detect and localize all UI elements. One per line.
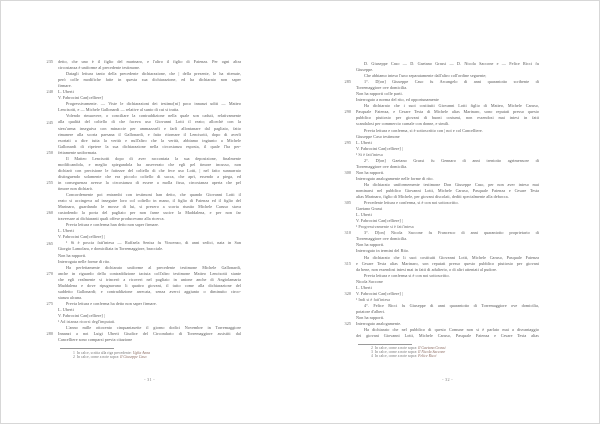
text-line: Previa lettura e conferma ha detto non saper firmare. [66,300,157,306]
text-line: Non ha rapporti. [356,169,385,175]
text-line: ¹ Progressivamente si è fatt'intesa [356,224,414,230]
text-line: detto, che uno è il figlio del marinaro, e l'altro il figlio di Faienza. Per ogni altra [58,59,241,64]
text-line: Ha dichiarato che i suoi costituiti Giovanni Lotti figlio di Matteo, Michele Caruso, [364,103,539,109]
text-line: Il Matteo Lencisotti dopo di aver raccontata la sua deposizione, finalmente [66,155,241,161]
line-number: 300 [344,169,351,175]
footnote [356,354,539,358]
line-number: 290 [344,109,351,115]
text-line: modificandola, e meglio spiegandola ha asseverato che egli pel timore incusso, non [58,161,241,167]
text-line: Interrogato a norma del rito, ed opportunamente [356,97,439,103]
footnote-text: In calce, come a note sopra: [74,355,121,360]
text-line: traversare ai dichiaranti quali offese producevano alla ricerca. [58,216,165,222]
text-line: 2°. D[on] Gaetano Grassi fu Gennaro di anni trentotto agrimensore di [364,157,539,163]
footnote-rule [358,344,412,345]
text-line: esortati a dire tutta la verità e null'altro che la verità, abbiamo ingiunto a Michele [58,137,241,143]
line-numbers-right [337,61,351,361]
text-line: Lencisotti, e — Michele Gallonardi — relative al sunto di cui si tratta. [58,107,180,113]
text-line: Torremaggiore ove domicilia. [356,236,408,242]
footnote-name: Uglia Anna [132,351,151,355]
text-line: rimanere alla scorta paesana il Gallonardi, e fatto ritornare il Lencisotti, dopo di averli [58,131,241,137]
footnote-text: In calce, come a note sopra: [372,350,419,355]
text-line: però colle modifiche fatte in questa sua dichiarazione, ed ha dichiarato non saper [58,77,241,83]
text-line: reato si accingeva ad inseguire loro col coltello in mano, il figlio di Faienza ed il figlio del [58,198,241,204]
text-line: L'anno mille ottocento cinquantasette il giorno dodici Novembre in Torremaggiore [66,325,241,331]
footnote-name: Il Gaetano Grassi [418,346,446,350]
footnote-text: In calce, scritta alla riga precedente: [74,351,133,355]
text-line: Torremaggiore ove domicilia. [356,85,408,91]
line-number: 325 [344,321,351,327]
line-number: 310 [344,230,351,236]
line-number: 260 [46,210,53,216]
line-number: 235 [46,59,53,64]
text-line: 4°. Felice Ricci fu Giuseppe di anni quarantotto di Torremaggiore ove domicilia, [364,302,539,308]
text-line: V. Fabrocini Can[celliere] | [58,312,105,318]
text-line: alla qualità del coltello di che faceva uso Giovanni Lotti il reato; allorchè con la [58,119,241,125]
text-line: V. Fabrocini Can[celliere] | [356,218,403,224]
footnote-text: In calce, come a note sopra: [372,354,419,359]
text-line: Che abbiamo inteso l'uno separatamente dall'altro coll'ordine seguente; [364,73,487,79]
text-line: Precedente lettura e conferma, si è con noi sottoscritto. [364,200,459,206]
line-number: 250 [46,149,53,155]
text-line: L. Uberti [58,89,74,95]
line-number: 255 [46,180,53,185]
text-line: Previa lettura e conferma han detto non saper firmare. [66,222,160,228]
text-line: V. Fabrocini Can[celliere] [58,95,103,101]
text-line: ¹ Indi si è fatt'intesa [356,296,391,302]
text-line: Ha perfettamente dichiarato uniforme al precedente testimone Michele Gallonardi, [66,264,241,270]
text-line: alias Marinaro, figlio di Michele, per giovani discolati, dediti specialmente alla debocca. [356,194,509,200]
text-line: 1°. D[on] Giuseppe Caso fu Arcangelo di anni quarantotto scribente di [364,79,539,85]
text-line: Non ha rapporti colle parti. [356,91,403,97]
text-line: Previa lettura e conferma, si è sottoscritto con | noi e col Cancelliere. [364,127,483,133]
text-line: dei giovani Giovanni Lotti, Michele Caruso, Pasquale Faienza e Cesare Testa alias [356,333,539,339]
text-line: Interrogato analogamente. [356,321,402,327]
text-line: ¹ Si è fatt'intesa [356,151,383,157]
text-line: in conseguenza avesse la circostanza di essere a molla fissa, circostanza aperta che pel [58,179,241,185]
text-line: L. Uberti [356,212,372,218]
text-line: Gallonardi di ripetere la sua dichiarazione nella circostanza esposta, il quale l'ha per- [58,143,241,149]
footnotes-left [58,351,241,359]
text-line: Interrogato in termini del Rito. [356,248,410,254]
page-number-left: - 31 - [144,377,155,382]
text-line: Interrogata nelle forme di rito. [58,258,111,264]
text-line: fettamente uniformata. [58,149,98,155]
text-line: Giuseppe Caso testimone [356,133,400,139]
text-line: circostanza è uniforme al precedente testimone. [58,65,141,71]
line-number: 280 [46,331,53,337]
text-line: scandalosi per commercio carnale con donne, e simili. [356,121,450,127]
text-line: Cancelliere sono comparsi previa citazione [58,337,133,343]
page-text-right [356,61,539,339]
text-line: Progressivamente. — Viste le dichiarazioni dei testimo[ni] poco innanzi uditi — Matteo [66,101,241,107]
text-line: Interrogato analogamente nelle forme di rito. [356,175,434,181]
footnote-number: 2 [73,355,75,360]
footnote-name: Il Nicola Saccone [418,350,446,355]
line-number: 315 [344,260,351,266]
text-line: suddetto Gallonardi; e contraddizione arrecata, senza averci aggiunto o diminuito circo- [58,288,241,294]
text-line: Ha dichiarato uniformemente testimone Don Giuseppe Caso, per non aver inteso mai [364,181,539,187]
footnote-number: 4 [371,354,373,359]
text-line: Ha dichiarato che li suoi costituiti Giovanni Lotti, Michele Caruso, Pasquale Faienza [364,254,539,260]
line-number: 285 [344,79,351,85]
text-line: timore non dichiarò. [58,185,94,191]
text-line: ¹ Si è poscia fatt'intesa — Raffaela Senisa fu Vincenzo, di anni sedici, nata in San [66,240,241,246]
text-line: Marinaro, guardando le mosse di lui, si presero a scorta riunito Michele Caruso stava [58,204,241,210]
footnote [58,355,241,359]
footnote-number: 2 [371,346,373,350]
footnote-name: Il Giuseppe Caso [120,355,147,360]
text-line: custodendo la porta del pagliaio per non farne uscire la Maddalena, e per non far [58,210,241,216]
text-line: L. Uberti [356,139,372,145]
line-number: 295 [344,139,351,145]
text-line: Torremaggiore ove domicilia. [356,163,408,169]
text-line: L. Uberti [58,228,74,234]
text-line: Non ha rapporti. [58,252,87,258]
line-number: 320 [344,290,351,296]
page-left [39,59,241,399]
line-number: 305 [344,200,351,206]
text-line: da bene, non essendosi intesi mai in fatti di adulterio, o di altri attentati al pudore. [356,266,498,272]
text-line: Pasquale Faienza, e Cesare Testa di Michele alias Marinaro, sono reputati presso questo [356,109,539,115]
text-line: Volendo rimuovere, o conciliare la contraddizione nella quale son caduti, relativamente [66,113,241,119]
page-right [337,61,541,399]
text-line: ¹ Ad istanza ricorsi degl'imputati. [58,319,116,325]
text-line: e Cesare Testa alias Marinaro, son reputati presso questo pubblico piuttosto per giovani [356,260,539,266]
line-number: 245 [46,119,53,125]
text-line: L. Uberti [356,284,372,290]
text-line: D. Giuseppe Caso — D. Gaetano Grassi — D. Nicola Saccone e — Felice Ricci fu [364,61,539,66]
footnote-number: 1 [73,351,75,355]
text-line: firmare. [58,83,72,89]
line-number: 275 [46,301,53,306]
text-line: potatore d'alberi. [356,308,386,314]
text-line: Nicola Saccone [356,278,383,284]
page-number-right: - 32 - [442,377,453,382]
line-number: 240 [46,89,53,95]
text-line: L. Uberti [58,306,74,312]
footnotes-right [356,346,539,359]
text-line: anche in riguardo della contraddizione taciuta coll'altro testimone Matteo Lencisotti stante [58,270,241,276]
text-line: stess'arma inseguiva con minaccie per ammazzarli e farli allontanare dal pagliaio, fatto [58,125,241,131]
text-line: Gaetano Grassi [356,206,383,212]
text-line: stanza alcuna. [58,294,83,300]
text-line: pubblico piuttosto per giovani di buoni costumi, non essendosi mai intesi in fatti [356,115,539,121]
text-line: nominarsi nel pubblico Giovanni Lotti, Michele Caruso, Pasquale Faienza e Cesare Testa [356,187,539,193]
text-line: Giuseppe. [356,67,374,73]
footnote-rule [60,348,114,349]
text-line: dichiarò con precisione le fattezze del coltello di che fece uso Lotti, | nel fatto sunnarrato [58,167,241,173]
text-line: Datagli lettura tanto della precedente dichiarazione, che | della presente, le ha ritenute, [66,71,241,77]
text-line: distinguendo solamente che era piccolo coltello di sacca, che aprì, essendo a piega, ed [58,173,241,179]
line-number: 265 [46,240,53,246]
text-line: 3°. D[on] Nicola Saccone fu Francesco di anni quarantotto proprietario di [364,230,539,236]
text-line: Ha dichiarato che nel pubblico di questo Comune non si è parlato mai a disvantaggio [364,327,539,333]
line-number: 270 [46,270,53,276]
text-line: Non ha rapporti. [356,242,385,248]
text-line: V. Fabrocini Can[celliere] | [356,290,403,296]
text-line: Non ha rapporti. [356,314,385,320]
text-line: Previa lettura e conferma si è con noi sottoscritto. [364,272,450,278]
footnote-text: In calce, come a note sopra: [372,346,419,350]
text-line: Concordemente poi entrambi con testimoni han detto, che quando Giovanni Lotti il [66,192,241,198]
footnote-name: Felice Ricci [418,354,437,359]
line-numbers-left [39,59,53,359]
text-line: Innanzi a noi Luigi Uberti Giudice del Circondario di Torremaggiore assistiti dal [58,331,241,337]
text-line: V. Fabrocini Can[celliere] | [356,145,403,151]
text-line: V. Fabrocini Can[celliere] | [58,234,105,240]
page-text-left [58,59,241,343]
text-line: che egli realmente si trincerò a ricoveri nel pagliaio in unione anche di Angiolamaria [58,276,241,282]
footnote-number: 3 [371,350,373,355]
text-line: Giorgio Lamolara, e domiciliata in Torremaggiore, bracciale. [58,246,164,252]
text-line: Maddalena e dove ripugnavano li quattro giovani, il tutto come alla dichiarazione del [58,282,241,288]
